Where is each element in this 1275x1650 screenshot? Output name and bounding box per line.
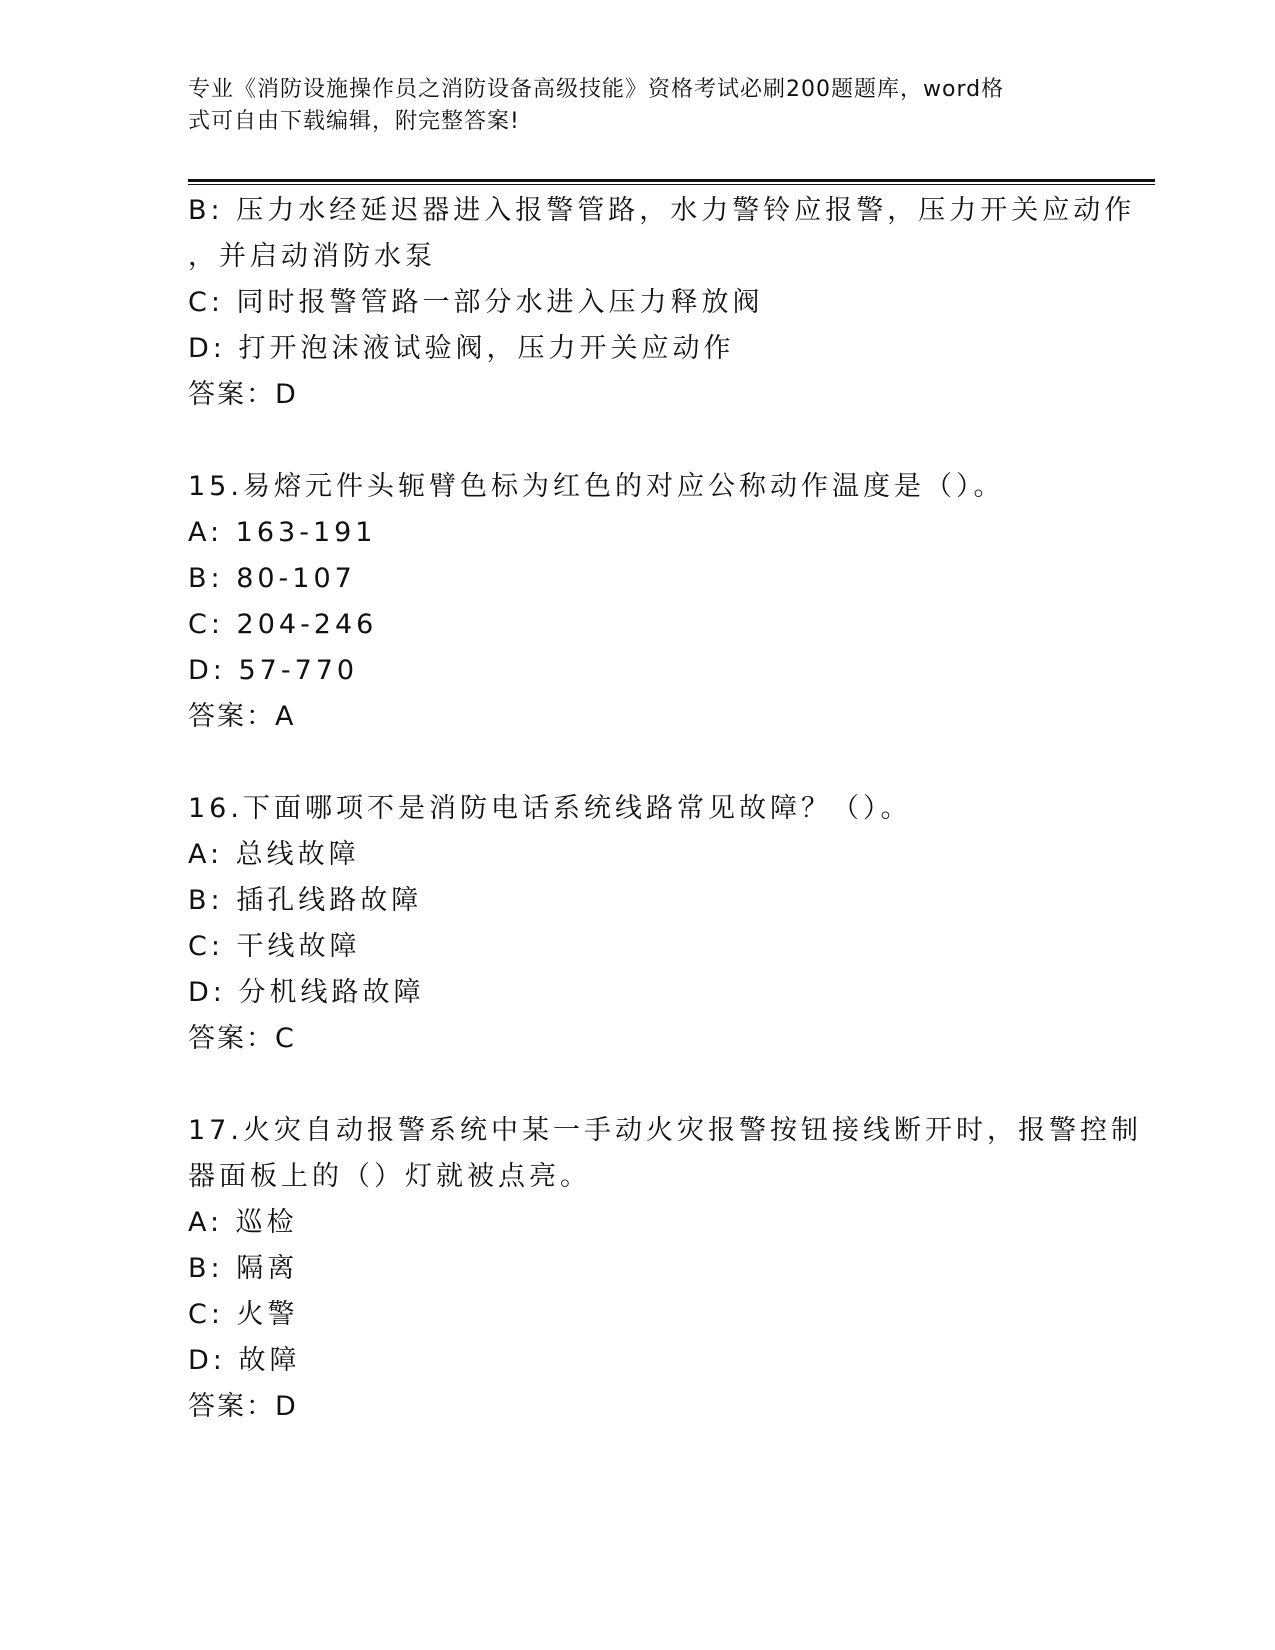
question-block-prev [188, 188, 1136, 418]
question-stem-line-2: 器面板上的（）灯就被点亮。 [188, 1161, 591, 1192]
question-stem-line-1: 17.火灾自动报警系统中某一手动火灾报警按钮接线断开时，报警控制 [188, 1115, 1142, 1146]
answer: 答案：A [188, 701, 296, 732]
header-rule-thin [188, 184, 1155, 185]
option-b-line-2: ，并启动消防水泵 [188, 241, 436, 272]
question-stem: 15.易熔元件头轭臂色标为红色的对应公称动作温度是（）。 [188, 471, 1005, 502]
header-line-2: 式可自由下载编辑，附完整答案! [188, 109, 520, 134]
answer: 答案：D [188, 379, 298, 410]
question-block-16 [188, 786, 1088, 1062]
option-d: D: 57-770 [188, 655, 359, 686]
option-c: C: 火警 [188, 1299, 299, 1330]
option-a: A: 巡检 [188, 1207, 298, 1238]
answer: 答案：D [188, 1391, 298, 1422]
spacer [188, 1062, 1088, 1108]
question-block-17 [188, 1108, 1142, 1430]
question-stem: 16.下面哪项不是消防电话系统线路常见故障？（）。 [188, 793, 912, 824]
option-d: D: 故障 [188, 1345, 301, 1376]
question-list [188, 188, 1142, 1430]
option-b: B: 80-107 [188, 563, 356, 594]
option-b: B: 插孔线路故障 [188, 885, 423, 916]
option-c: C: 同时报警管路一部分水进入压力释放阀 [188, 287, 764, 318]
answer: 答案：C [188, 1023, 296, 1054]
option-b-line-1: B: 压力水经延迟器进入报警管路，水力警铃应报警，压力开关应动作 [188, 195, 1136, 226]
option-c: C: 干线故障 [188, 931, 361, 962]
option-b: B: 隔离 [188, 1253, 299, 1284]
header-rule-thick [188, 179, 1155, 182]
option-d: D: 打开泡沫液试验阀，压力开关应动作 [188, 333, 735, 364]
header-line-1: 专业《消防设施操作员之消防设备高级技能》资格考试必刷200题题库，word格 [188, 77, 1005, 102]
spacer [188, 740, 1088, 786]
option-d: D: 分机线路故障 [188, 977, 425, 1008]
option-c: C: 204-246 [188, 609, 378, 640]
option-a: A: 163-191 [188, 517, 377, 548]
question-block-15 [188, 464, 1088, 740]
document-header [188, 74, 1088, 138]
option-a: A: 总线故障 [188, 839, 360, 870]
spacer [188, 418, 1088, 464]
